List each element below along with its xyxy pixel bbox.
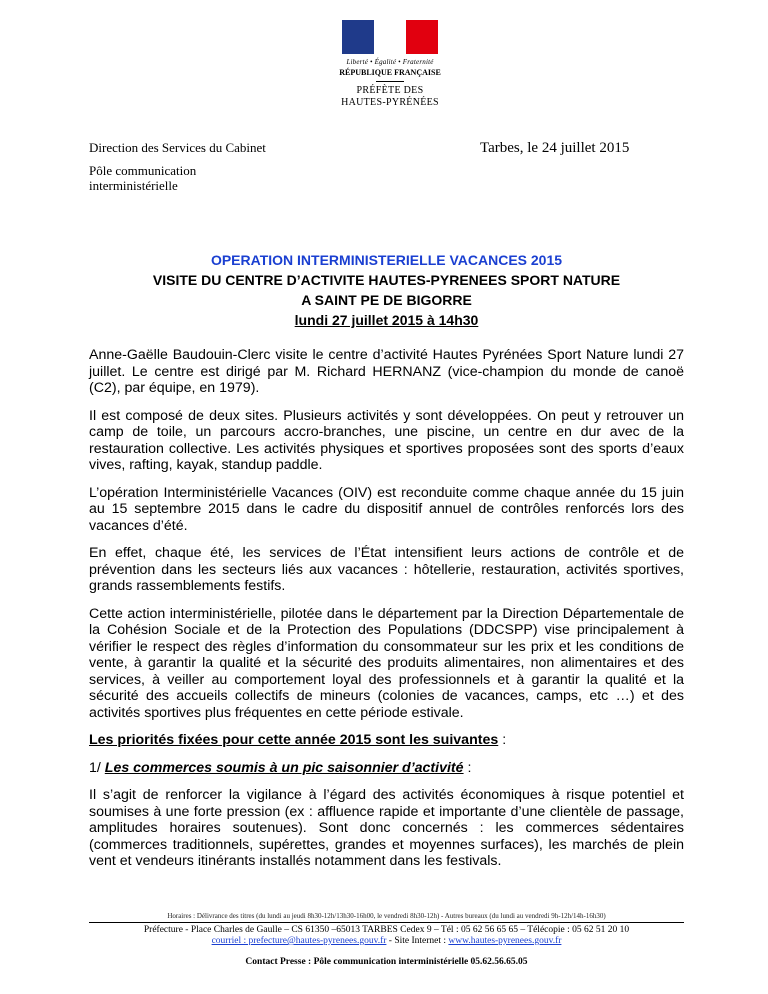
priorities-heading (89, 732, 684, 749)
paragraph-commerces: Il s’agit de renforcer la vigilance à l’égard des activités économiques à risque potentiel et soumises à une forte pression (ex : affluence rapide et importante d’une clientèle de passage, amplitudes horaires soutenues). Sont donc concernés : les commerces sédentaires (commerces traditionnels, supérettes, grandes et moyennes surfaces), les marchés de plein vent et vendeurs itinérants installés notamment dans les festivals. (89, 787, 684, 869)
prefecture-name-line1: PRÉFÈTE DES (356, 85, 424, 96)
republic-name: RÉPUBLIQUE FRANÇAISE (339, 68, 441, 77)
priorities-heading-colon: : (498, 732, 507, 748)
email-link[interactable]: courriel : prefecture@hautes-pyrenees.gouv.fr (211, 936, 387, 946)
pole-label-line1: Pôle communication (89, 163, 197, 178)
logo-divider (376, 81, 404, 82)
prefecture-logo (335, 20, 445, 109)
sender-block (89, 140, 266, 193)
footer-hours: Horaires : Délivrance des titres (du lundi au jeudi 8h30-12h/13h30-16h00, le vendredi 8h30-12h) - Autres bureaux (du lundi au vendredi 9h-12h/14h-16h30) (89, 912, 684, 923)
point1-number: 1/ (89, 759, 105, 776)
footer-links (89, 936, 684, 947)
paragraph-oiv: L’opération Interministérielle Vacances (OIV) est reconduite comme chaque année du 15 juin au 15 septembre 2015 dans le cadre du dispositif annuel de contrôles renforcés lors des vacances d’été. (89, 484, 684, 534)
paragraph-summer: En effet, chaque été, les services de l’État intensifient leurs actions de contrôle et de prévention dans les secteurs liés aux vacances : hôtellerie, restauration, activités sportives, grands rassemblements festifs. (89, 545, 684, 594)
paragraph-ddcspp: Cette action interministérielle, pilotée dans le département par la Direction Départementale de la Cohésion Sociale et de la Protection des Populations (DDCSPP) vise principalement à vérifier le respect des règles d’information du consommateur sur les prix et les conditions de vente, à garantir la qualité et la sécurité des produits alimentaires, non alimentaires et des services, à veiller au comportement loyal des professionnels et à garantir la qualité et la sécurité des accueils collectifs de mineurs (colonies de vacances, camps, etc …) et des activités sportives plus fréquentes en cette période estivale. (89, 605, 684, 721)
place-date: Tarbes, le 24 juillet 2015 (480, 140, 630, 156)
footer-address: Préfecture - Place Charles de Gaulle – CS 61350 –65013 TARBES Cedex 9 – Tél : 05 62 56 65 65 – Télécopie : 05 62 51 20 10 (143, 925, 630, 935)
marianne-flag-icon (342, 20, 438, 54)
title-operation: OPERATION INTERMINISTERIELLE VACANCES 2015 (210, 252, 563, 268)
press-title-block (89, 250, 684, 330)
pole-label-line2: interministérielle (89, 178, 178, 193)
point1-colon: : (463, 759, 472, 776)
prefecture-name-line2: HAUTES-PYRÉNÉES (341, 97, 439, 108)
direction-label: Direction des Services du Cabinet (89, 140, 266, 155)
republic-motto: Liberté • Égalité • Fraternité (346, 58, 434, 66)
paragraph-sites: Il est composé de deux sites. Plusieurs activités y sont développées. On peut y retrouver un camp de toile, un parcours accro-branches, une piscine, un centre en dur avec de la restauration collective. Les activités physiques et sportives proposées sont des sports d’eaux vives, rafting, kayak, standup paddle. (89, 407, 684, 473)
point1-heading (89, 760, 684, 777)
paragraph-visit: Anne-Gaëlle Baudouin-Clerc visite le centre d’activité Hautes Pyrénées Sport Nature lundi 27 juillet. Le centre est dirigé par M. Richard HERNANZ (vice-champion du monde de canoë (C2), par équipe, en 1979). (89, 347, 684, 396)
title-location: A SAINT PE DE BIGORRE (301, 292, 472, 308)
footer-separator: - Site Internet : (386, 936, 449, 946)
title-datetime: lundi 27 juillet 2015 à 14h30 (294, 312, 479, 328)
website-link[interactable]: www.hautes-pyrenees.gouv.fr (448, 936, 562, 946)
priorities-heading-text: Les priorités fixées pour cette année 2015 sont les suivantes (89, 732, 499, 748)
press-contact: Contact Presse : Pôle communication interministérielle 05.62.56.65.05 (245, 957, 528, 967)
page-footer (89, 912, 684, 967)
title-visit: VISITE DU CENTRE D’ACTIVITE HAUTES-PYRENEES SPORT NATURE (152, 272, 621, 288)
press-body (89, 347, 684, 881)
point1-title: Les commerces soumis à un pic saisonnier d’activité (104, 759, 464, 776)
